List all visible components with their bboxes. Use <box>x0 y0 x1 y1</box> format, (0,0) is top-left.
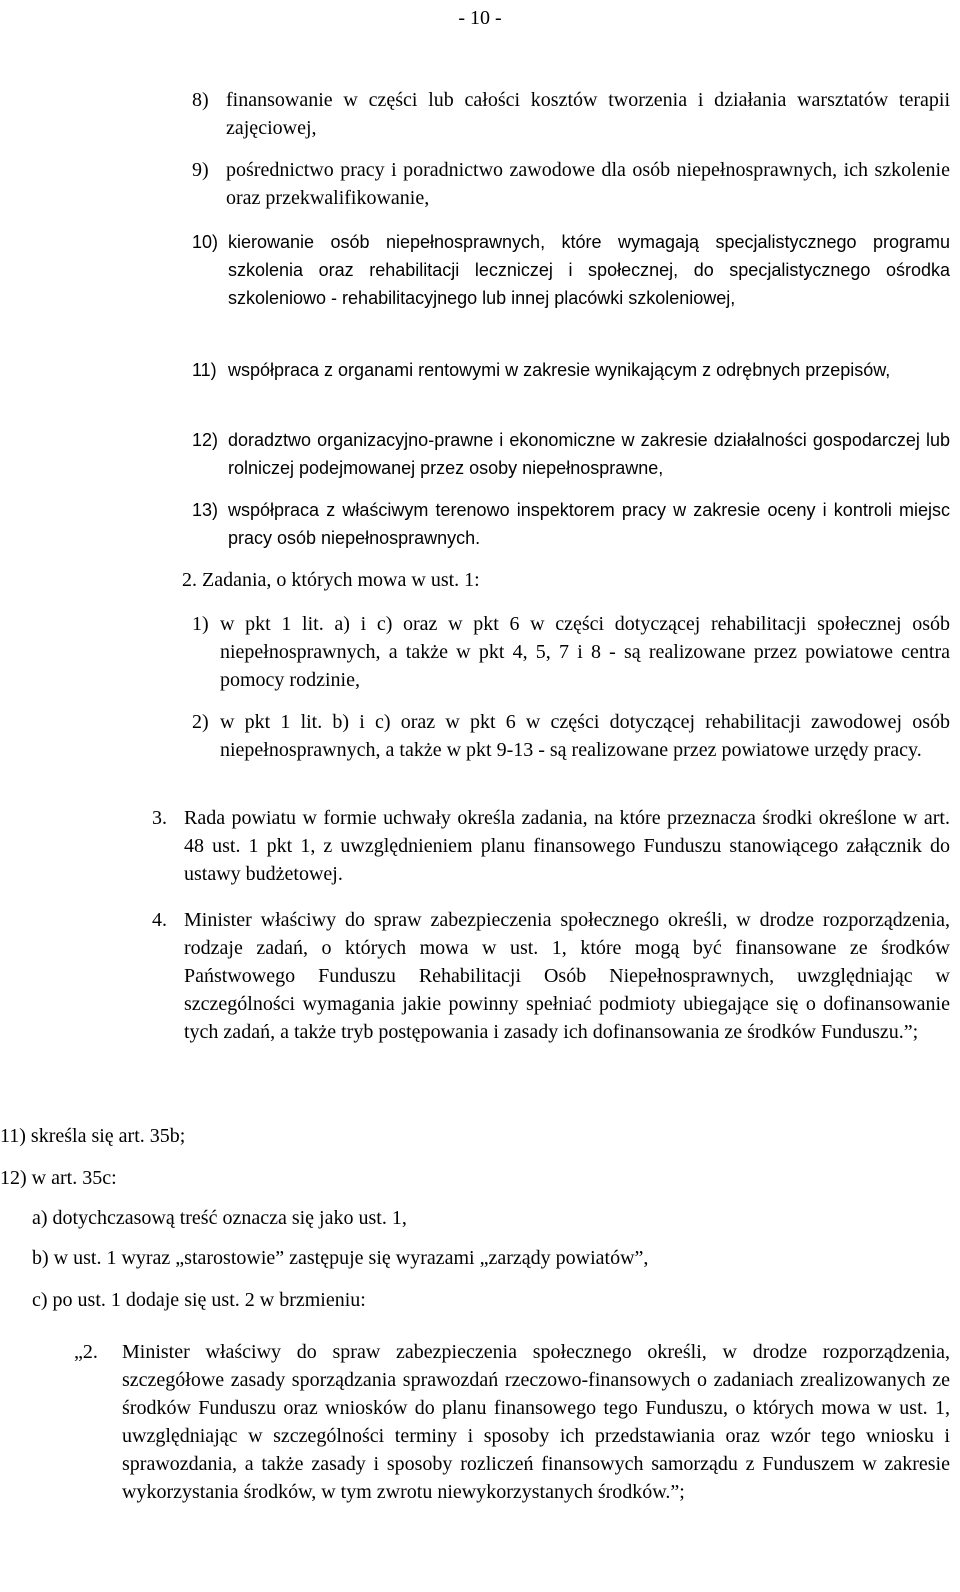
page-number: - 10 - <box>458 7 502 29</box>
list-item-label: 12) <box>192 430 219 450</box>
list-item-text: kierowanie osób niepełnosprawnych, które wymagają specjalistycznego programu szkolenia oraz rehabilitacji leczniczej i społecznej, do specjalistycznego ośrodka szkoleniowo - rehabilitacyjnego lub innej placówki szkoleniowej, <box>228 232 950 308</box>
list-item-label: 1) <box>192 613 209 635</box>
sub-item-a: a) dotychczasową treść oznacza się jako ust. 1, <box>32 1207 407 1229</box>
section-4 <box>152 906 950 1046</box>
section-text: Minister właściwy do spraw zabezpieczenia społecznego określi, w drodze rozporządzenia, rodzaje zadań, o których mowa w ust. 1, które mogą być finansowane ze środków Państwowego Funduszu Rehabilitacji Osób Niepełnosprawnych, uwzględniając w szczególności wymagania jakie powinny spełniać podmioty ubiegające się o dofinansowanie tych zadań, a także tryb postępowania i zasady ich dofinansowania ze środków Funduszu.”; <box>184 909 950 1043</box>
list-item-label: 9) <box>192 159 209 181</box>
quote-text: Minister właściwy do spraw zabezpieczenia społecznego określi, w drodze rozporządzenia, szczegółowe zasady sporządzania sprawozdań rzeczowo-finansowych o zadaniach zrealizowanych ze środków Funduszu oraz wniosków do planu finansowego tego Funduszu, o których mowa w ust. 1, uwzględniając w szczególności terminy i sposoby ich przedstawiania oraz wzór tego wniosku i sprawozdania, a także zasady i sposoby rozliczeń finansowych samorządu z Funduszem w zakresie wykorzystania środków, w tym zwrotu niewykorzystanych środków.”; <box>122 1341 950 1503</box>
list-item-text: pośrednictwo pracy i poradnictwo zawodowe dla osób niepełnosprawnych, ich szkolenie oraz przekwalifikowanie, <box>226 159 950 209</box>
list-item-10 <box>192 228 950 312</box>
sub-item-b: b) w ust. 1 wyraz „starostowie” zastępuje się wyrazami „zarządy powiatów”, <box>32 1247 649 1269</box>
list-item-12 <box>192 426 950 482</box>
sub-item-c: c) po ust. 1 dodaje się ust. 2 w brzmieniu: <box>32 1289 366 1311</box>
list-item-label: 13) <box>192 500 219 520</box>
list-item-text: współpraca z właściwym terenowo inspektorem pracy w zakresie oceny i kontroli miejsc pracy osób niepełnosprawnych. <box>228 500 950 548</box>
list-item-9 <box>192 156 950 212</box>
section-2-item-1 <box>192 610 950 694</box>
section-2-item-2 <box>192 708 950 764</box>
quote-label: „2. <box>74 1341 98 1363</box>
list-item-8 <box>192 86 950 142</box>
list-item-label: 8) <box>192 89 209 111</box>
list-item-11 <box>192 356 950 384</box>
list-item-label: 11) <box>192 360 217 380</box>
section-label: 4. <box>152 909 167 931</box>
list-item-text: w pkt 1 lit. a) i c) oraz w pkt 6 w części dotyczącej rehabilitacji społecznej osób niepełnosprawnych, a także w pkt 4, 5, 7 i 8 - są realizowane przez powiatowe centra pomocy rodzinie, <box>220 613 950 691</box>
item-11: 11) skreśla się art. 35b; <box>0 1125 186 1147</box>
item-12: 12) w art. 35c: <box>0 1167 117 1189</box>
list-item-label: 2) <box>192 711 209 733</box>
list-item-text: współpraca z organami rentowymi w zakresie wynikającym z odrębnych przepisów, <box>228 360 891 380</box>
section-2-heading: 2. Zadania, o których mowa w ust. 1: <box>182 569 480 591</box>
list-item-text: finansowanie w części lub całości kosztów tworzenia i działania warsztatów terapii zajęciowej, <box>226 89 950 139</box>
list-item-text: doradztwo organizacyjno-prawne i ekonomiczne w zakresie działalności gospodarczej lub rolniczej podejmowanej przez osoby niepełnosprawne, <box>228 430 950 478</box>
section-text: Rada powiatu w formie uchwały określa zadania, na które przeznacza środki określone w art. 48 ust. 1 pkt 1, z uwzględnieniem planu finansowego Funduszu stanowiącego załącznik do ustawy budżetowej. <box>184 807 950 885</box>
section-3 <box>152 804 950 888</box>
quoted-paragraph <box>74 1338 950 1506</box>
list-item-13 <box>192 496 950 552</box>
section-label: 3. <box>152 807 167 829</box>
list-item-label: 10) <box>192 232 219 252</box>
list-item-text: w pkt 1 lit. b) i c) oraz w pkt 6 w części dotyczącej rehabilitacji zawodowej osób niepełnosprawnych, a także w pkt 9-13 - są realizowane przez powiatowe urzędy pracy. <box>220 711 950 761</box>
